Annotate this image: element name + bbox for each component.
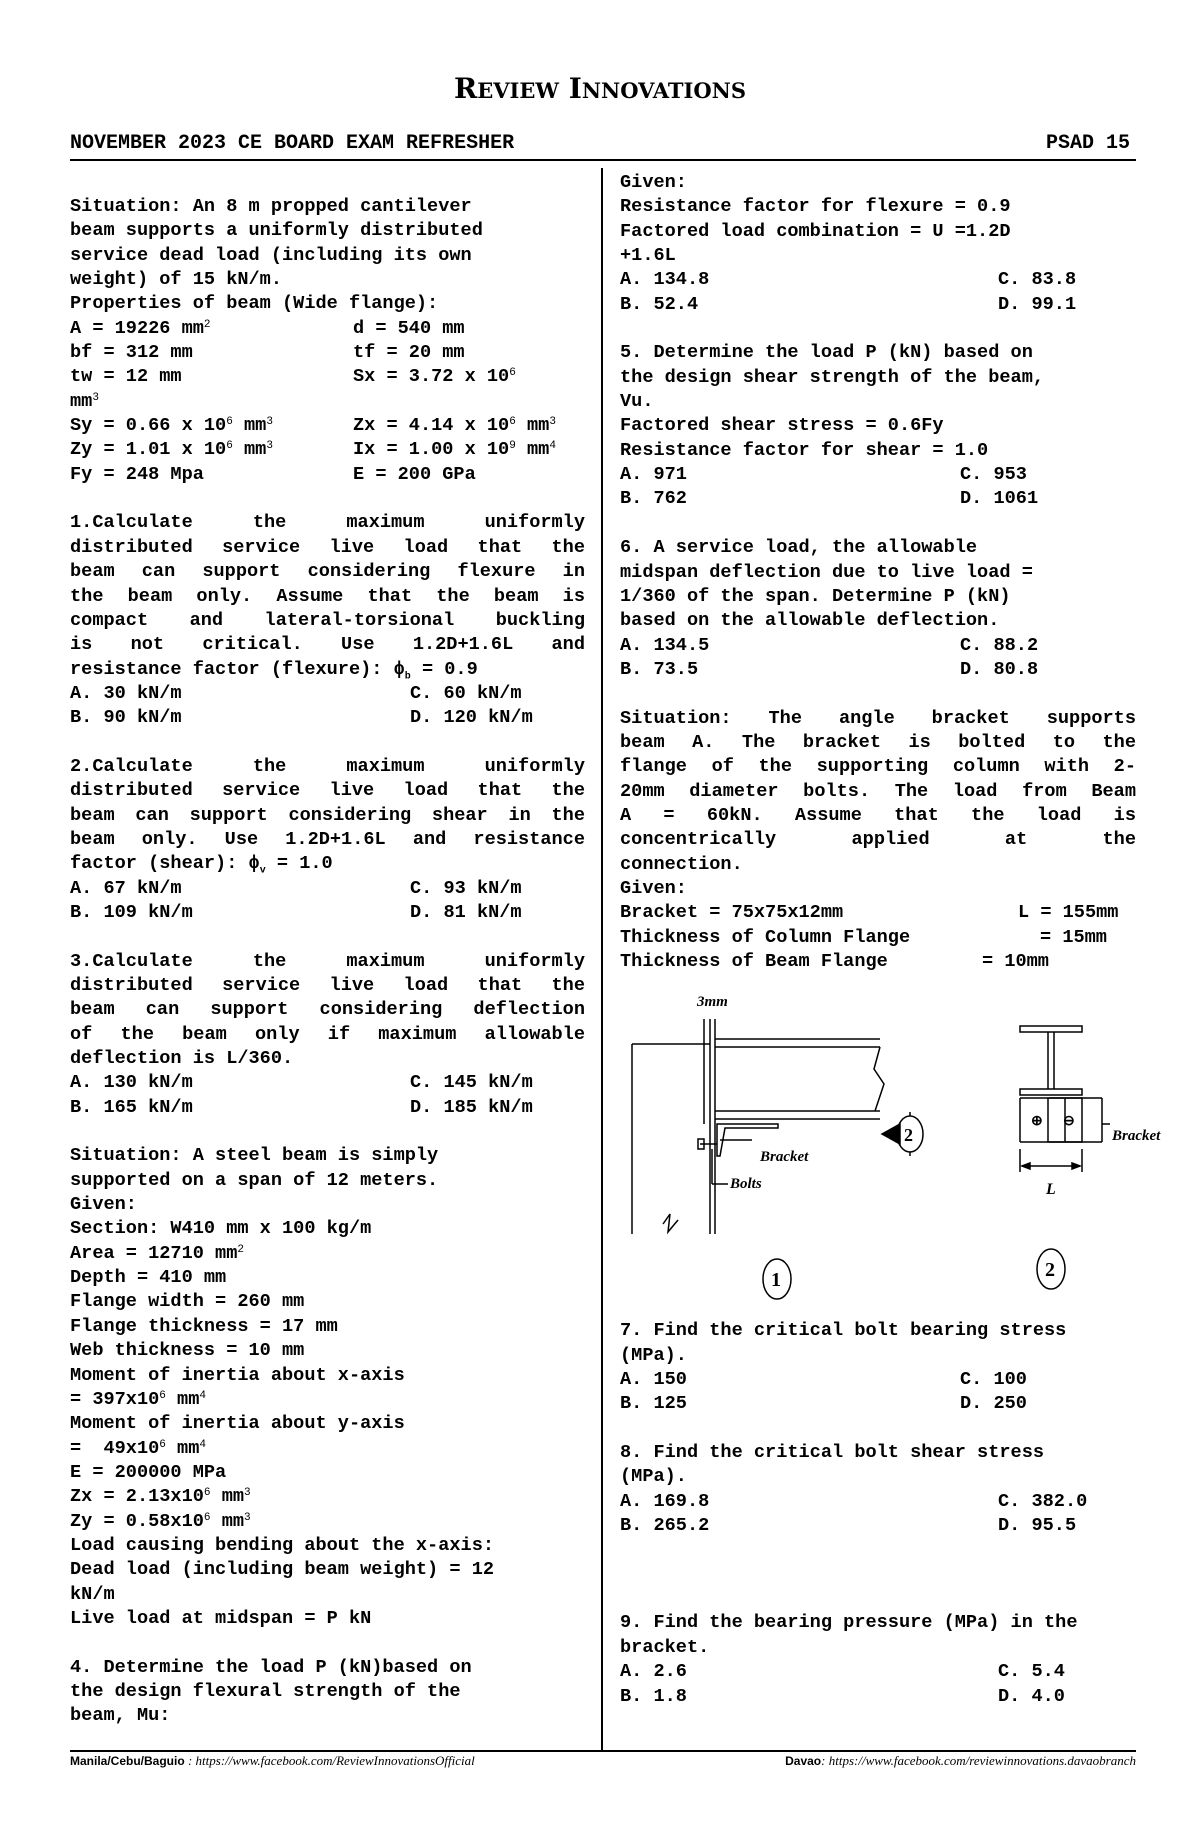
l-dimension-label: L <box>1046 1181 1056 1199</box>
question-text: midspan deflection due to live load = <box>620 561 1033 583</box>
choice-row <box>620 1685 1136 1709</box>
text-line: Situation: A steel beam is simply <box>70 1145 439 1167</box>
property-row: Sy = 0.66 x $10^6$ $mm^3$ Zx = 4.14 x $10^6$ $mm^3$ <box>70 415 556 437</box>
svg-text:⊕: ⊕ <box>1031 1114 1043 1130</box>
choice-d: D. 1061 <box>960 488 1039 510</box>
footer-right-label: Davao <box>785 1754 822 1768</box>
choice-row <box>70 682 585 706</box>
property-row: A = 19226 $mm^2$ d = 540 mm <box>70 317 465 339</box>
choice-a: A. 971 <box>620 464 687 486</box>
text-line: Live load at midspan = P kN <box>70 1607 372 1629</box>
choice-a: A. 134.5 <box>620 634 710 656</box>
text-line: Properties of beam (Wide flange): <box>70 293 439 315</box>
bracket-label: Bracket <box>760 1149 809 1166</box>
question-text: beam can support considering deflection <box>70 999 585 1021</box>
bolts-label: Bolts <box>730 1176 762 1193</box>
question-text: 5. Determine the load P (kN) based on <box>620 342 1033 364</box>
text-line: Depth = 410 mm <box>70 1267 227 1289</box>
choice-row <box>620 293 1136 317</box>
choice-row <box>620 658 1136 682</box>
choice-row <box>620 634 1136 658</box>
text-line: A = 60kN. Assume that the load is <box>620 804 1136 826</box>
footer-left-label: Manila/Cebu/Baguio <box>70 1754 185 1768</box>
right-column <box>620 171 1161 1709</box>
question-text: beam can support considering shear in the <box>70 804 585 826</box>
choice-c: C. 83.8 <box>998 269 1077 291</box>
view-2-drawing <box>1020 1026 1110 1289</box>
text-line: flange of the supporting column with 2- <box>620 756 1136 778</box>
question-text: 8. Find the critical bolt shear stress <box>620 1442 1045 1464</box>
property-row: bf = 312 mm tf = 20 mm <box>70 342 465 364</box>
text-line: Resistance factor for flexure = 0.9 <box>620 196 1011 218</box>
text-line: service dead load (including its own <box>70 244 472 266</box>
text-line: $Zy = 0.58x10^6$ $mm^3$ <box>70 1510 251 1532</box>
callout-2: 2 <box>904 1125 913 1146</box>
header-rule <box>70 159 1136 161</box>
question-text: deflection is L/360. <box>70 1048 294 1070</box>
text-line: Given: <box>620 172 687 193</box>
choice-row <box>620 268 1136 292</box>
text-line: 20mm diameter bolts. The load from Beam <box>620 780 1136 802</box>
question-text: resistance factor (flexure): $\phi_b = 0.9$ <box>70 658 478 683</box>
question-text: distributed service live load that the <box>70 780 585 802</box>
question-text: 1.Calculate the maximum uniformly <box>70 512 585 534</box>
question-text: factor (shear): $\phi_v = 1.0$ <box>70 853 333 877</box>
text-line: Area = 12710 $mm^2$ <box>70 1242 244 1264</box>
svg-text:⊖: ⊖ <box>1063 1114 1075 1130</box>
choice-b: B. 165 kN/m <box>70 1096 193 1118</box>
bracket-label-2: Bracket <box>1112 1128 1161 1145</box>
choice-c: C. 5.4 <box>998 1661 1065 1683</box>
choice-b: B. 52.4 <box>620 293 699 315</box>
question-text: the design shear strength of the beam, <box>620 366 1045 388</box>
choice-a: A. 134.8 <box>620 269 710 291</box>
page-subheader <box>70 132 1130 158</box>
question-text: beam can support considering flexure in <box>70 561 585 583</box>
choice-d: D. 80.8 <box>960 658 1039 680</box>
question-text: is not critical. Use 1.2D+1.6L and <box>70 634 585 656</box>
text-line: +1.6L <box>620 245 676 267</box>
column-divider <box>601 168 603 1750</box>
text-line: Factored load combination = U =1.2D <box>620 220 1011 242</box>
question-text: (MPa). <box>620 1466 687 1488</box>
text-line: = $397x10^6$ $mm^4$ <box>70 1388 206 1410</box>
choice-row <box>620 1660 1136 1684</box>
text-line: = $49x10^6$ $mm^4$ <box>70 1437 206 1459</box>
choice-d: D. 250 <box>960 1393 1027 1415</box>
text-line: E = 200000 MPa <box>70 1461 227 1483</box>
text-line: Moment of inertia about x-axis <box>70 1364 405 1386</box>
brand-title: REVIEW INNOVATIONS <box>453 72 747 105</box>
question-text: 6. A service load, the allowable <box>620 537 978 559</box>
question-text: 7. Find the critical bolt bearing stress <box>620 1320 1067 1342</box>
choice-row <box>620 1368 1136 1392</box>
question-text: beam only. Use 1.2D+1.6L and resistance <box>70 828 585 850</box>
text-line: Load causing bending about the x-axis: <box>70 1534 495 1556</box>
choice-c: C. 60 kN/m <box>410 682 522 704</box>
given-row: Thickness of Beam Flange = 10mm <box>620 951 1049 972</box>
question-text: the design flexural strength of the <box>70 1680 461 1702</box>
choice-a: A. 150 <box>620 1369 687 1391</box>
choice-a: A. 130 kN/m <box>70 1072 193 1094</box>
bracket-connection-figure <box>620 974 1180 1319</box>
property-row: tw = 12 mm Sx = 3.72 x $10^6$ <box>70 366 516 388</box>
text-line: beam A. The bracket is bolted to the <box>620 731 1136 753</box>
text-line: Situation: An 8 m propped cantilever <box>70 196 472 217</box>
question-text: (MPa). <box>620 1344 687 1366</box>
choice-a: A. 30 kN/m <box>70 682 182 704</box>
choice-b: B. 125 <box>620 1393 687 1415</box>
text-line: concentrically applied at the <box>620 829 1136 851</box>
text-line: Given: <box>620 877 687 899</box>
text-line: weight) of 15 kN/m. <box>70 269 283 291</box>
text-line: Section: W410 mm x 100 kg/m <box>70 1218 372 1240</box>
property-row: Zy = 1.01 x $10^6$ $mm^3$ Ix = 1.00 x $10^9$ $mm^4$ <box>70 439 556 461</box>
choice-row <box>620 1490 1136 1514</box>
choice-d: D. 99.1 <box>998 293 1077 315</box>
footer-right-link[interactable]: https://www.facebook.com/reviewinnovations.davaobranch <box>828 1753 1136 1768</box>
text-line: Moment of inertia about y-axis <box>70 1413 405 1435</box>
choice-row <box>70 1071 585 1095</box>
text-line: Dead load (including beam weight) = 12 <box>70 1559 495 1581</box>
text-line: kN/m <box>70 1583 115 1605</box>
question-text: of the beam only if maximum allowable <box>70 1023 585 1045</box>
page-footer: Manila/Cebu/Baguio : https://www.facebook.com/ReviewInnovationsOfficial Davao: https://www.facebook.com/reviewinnovations.davaobranch <box>70 1753 1136 1768</box>
choice-row <box>620 463 1136 487</box>
question-text: distributed service live load that the <box>70 975 585 996</box>
question-text: 3.Calculate the maximum uniformly <box>70 950 585 972</box>
choice-c: C. 382.0 <box>998 1490 1088 1512</box>
text-line: Situation: The angle bracket supports <box>620 707 1136 729</box>
choice-d: D. 120 kN/m <box>410 707 533 729</box>
choice-row <box>620 487 1136 511</box>
question-text: bracket. <box>620 1636 710 1658</box>
choice-a: A. 67 kN/m <box>70 877 182 899</box>
text-line: Web thickness = 10 mm <box>70 1340 305 1362</box>
question-text: 1/360 of the span. Determine P (kN) <box>620 585 1011 607</box>
question-text: the beam only. Assume that the beam is <box>70 585 585 607</box>
question-text: compact and lateral-torsional buckling <box>70 609 585 631</box>
choice-a: A. 2.6 <box>620 1661 687 1683</box>
page-code: PSAD 15 <box>1045 132 1130 155</box>
choice-b: B. 90 kN/m <box>70 707 182 729</box>
footer-rule <box>70 1750 1136 1752</box>
choice-b: B. 265.2 <box>620 1515 710 1537</box>
text-line: connection. <box>620 853 743 875</box>
view-2-number: 2 <box>1045 1259 1055 1282</box>
choice-c: C. 100 <box>960 1369 1027 1391</box>
choice-b: B. 109 kN/m <box>70 901 193 923</box>
property-row: Fy = 248 Mpa E = 200 GPa <box>70 463 476 485</box>
choice-d: D. 81 kN/m <box>410 901 522 923</box>
choice-row <box>620 1392 1136 1416</box>
property-row: $mm^3$ <box>70 390 99 412</box>
question-text: based on the allowable deflection. <box>620 610 1000 632</box>
view-1-number: 1 <box>771 1269 781 1292</box>
choice-d: D. 4.0 <box>998 1685 1065 1707</box>
choice-b: B. 73.5 <box>620 658 699 680</box>
question-text: beam, Mu: <box>70 1705 171 1727</box>
given-row: Thickness of Column Flange = 15mm <box>620 926 1107 948</box>
question-text: distributed service live load that the <box>70 536 585 558</box>
choice-row <box>70 877 585 901</box>
text-line: Flange thickness = 17 mm <box>70 1315 338 1337</box>
question-text: Factored shear stress = 0.6Fy <box>620 415 944 437</box>
question-text: 9. Find the bearing pressure (MPa) in the <box>620 1612 1078 1634</box>
question-text: Vu. <box>620 391 654 413</box>
exam-title: NOVEMBER 2023 CE BOARD EXAM REFRESHER <box>70 132 515 155</box>
choice-row <box>620 1514 1136 1538</box>
text-line: beam supports a uniformly distributed <box>70 220 483 242</box>
choice-c: C. 953 <box>960 464 1027 486</box>
footer-left-link[interactable]: https://www.facebook.com/ReviewInnovationsOfficial <box>195 1753 475 1768</box>
question-text: Resistance factor for shear = 1.0 <box>620 439 989 461</box>
choice-row <box>70 706 585 730</box>
choice-c: C. 88.2 <box>960 634 1039 656</box>
text-line: $Zx = 2.13x10^6$ $mm^3$ <box>70 1486 251 1508</box>
text-line: Given: <box>70 1194 137 1216</box>
choice-b: B. 1.8 <box>620 1685 687 1707</box>
choice-row <box>70 1096 585 1120</box>
text-line: Flange width = 260 mm <box>70 1291 305 1313</box>
text-line: supported on a span of 12 meters. <box>70 1169 439 1191</box>
choice-b: B. 762 <box>620 488 687 510</box>
question-text: 4. Determine the load P (kN)based on <box>70 1656 472 1678</box>
choice-d: D. 95.5 <box>998 1515 1077 1537</box>
choice-c: C. 145 kN/m <box>410 1072 533 1094</box>
choice-d: D. 185 kN/m <box>410 1096 533 1118</box>
question-text: 2.Calculate the maximum uniformly <box>70 755 585 777</box>
choice-row <box>70 901 585 925</box>
left-column <box>70 195 585 1729</box>
given-row: Bracket = 75x75x12mm L = 155mm <box>620 902 1119 924</box>
choice-a: A. 169.8 <box>620 1490 710 1512</box>
dim-3mm-label: 3mm <box>697 994 728 1011</box>
choice-c: C. 93 kN/m <box>410 877 522 899</box>
